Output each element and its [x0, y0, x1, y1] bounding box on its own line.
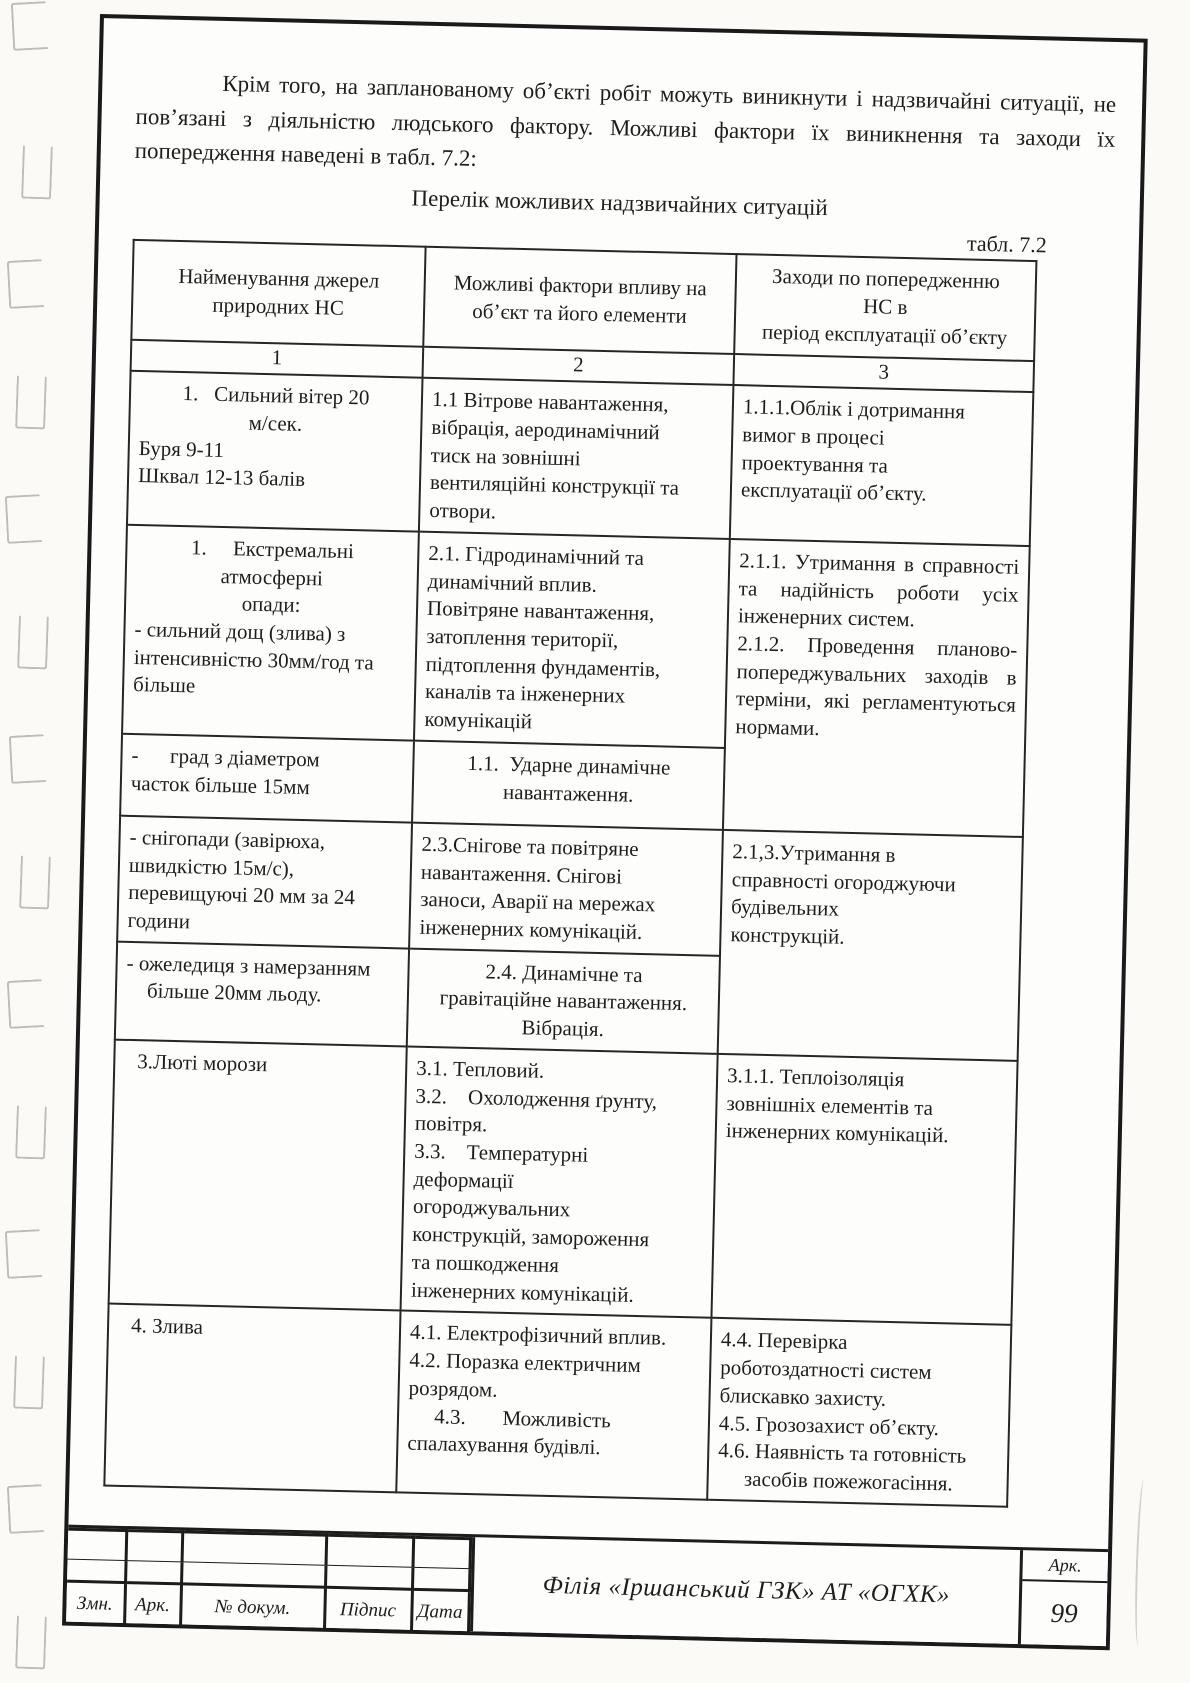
binding-mark: [11, 1, 49, 51]
cell-measure-enclosing: 2.1,3.Утримання в справності огороджуючи будівельних конструкцій.: [718, 830, 1023, 1061]
intro-paragraph: Крім того, на запланованому об’єкті робіт можуть виникнути і надзвичайні ситуації, не пов’язані з діяльністю людського фактору. Можливі фактори їх виникнення та заходи їх попередження наведені в табл. 7.2:: [134, 70, 1117, 171]
binding-mark: [19, 854, 51, 909]
cell-source-snowfall: - снігопади (завірюха, швидкістю 15м/с), перевищуючі 20 мм за 24 години: [117, 816, 412, 949]
cell-factor-thermal: 3.1. Тепловий. 3.2. Охолодження ґрунту, повітря. 3.3. Температурні деформації огороджувальних конструкцій, замороження та пошкодження інженерних комунікацій.: [401, 1046, 718, 1318]
table-row: [117, 816, 1023, 963]
cell-factor-hydrodynamic: 2.1. Гідродинамічний та динамічний вплив. Повітряне навантаження, затоплення території, підтоплення фундаментів, каналів та інженерних комунікацій: [414, 531, 730, 747]
cell-factor-impact: 1.1. Ударне динамічне навантаження.: [412, 740, 725, 829]
table-row: [104, 1304, 1011, 1507]
label-dokum: № докум.: [180, 1584, 325, 1631]
cell-source-hail: - град з діаметром часток більше 15мм: [120, 734, 414, 823]
binding-mark: [15, 1614, 47, 1669]
sheet-label: Арк.: [1022, 1550, 1108, 1583]
sheet-box: [1018, 1550, 1108, 1646]
binding-mark: [7, 1484, 45, 1534]
binding-mark: [17, 614, 49, 669]
cell-factor-wind: 1.1 Вітрове навантаження, вібрація, аеродинамічний тиск на зовнішні вентиляційні конструкції та отвори.: [419, 378, 734, 539]
label-pidpys: Підпис: [324, 1587, 412, 1633]
company-name: Філія «Іршанський ГЗК» АТ «ОГХК»: [470, 1537, 1021, 1644]
binding-mark: [7, 259, 45, 309]
binding-mark: [9, 734, 47, 784]
revision-table: [66, 1528, 472, 1634]
cell-text: 1. Сильний вітер 20 м/сек.: [182, 381, 370, 436]
table-row: [122, 525, 1030, 755]
scan-smudge: [1133, 1480, 1149, 1645]
revision-cell: [326, 1535, 414, 1567]
emergency-situations-table: [103, 238, 1037, 1507]
cell-source-precipitation: [122, 525, 419, 741]
revision-cell: [182, 1532, 327, 1565]
binding-mark: [15, 374, 47, 429]
binding-mark: [21, 144, 53, 199]
table-row: [127, 371, 1033, 546]
cell-factor-electric: 4.1. Електрофізичний вплив. 4.2. Поразка електричним розрядом. 4.3. Можливість спалахування будівлі.: [396, 1311, 711, 1500]
cell-measure-lightning: 4.4. Перевірка роботоздатності систем блискавко захисту. 4.5. Грозозахист об’єкту. 4.6. Наявність та готовність засобів пожежогасіння.: [707, 1318, 1011, 1506]
table-row: [109, 1040, 1018, 1326]
revision-cell: [412, 1567, 470, 1590]
cell-text: Буря 9-11 Шквал 12-13 балів: [137, 435, 306, 492]
cell-measure-wind: 1.1.1.Облік і дотримання вимог в процесі проектування та експлуатації об’єкту.: [730, 385, 1034, 546]
revision-cell: [68, 1529, 127, 1560]
title-block: [66, 1525, 1108, 1646]
label-zmn: Змн.: [66, 1581, 125, 1626]
binding-mark: [13, 1354, 45, 1409]
column-number: 3: [733, 354, 1034, 393]
column-number: 1: [131, 339, 424, 378]
binding-mark: [5, 494, 43, 544]
cell-factor-gravity: 2.4. Динамічне та гравітаційне навантаження. Вібрація.: [407, 948, 720, 1053]
cell-text: - сильний дощ (злива) з інтенсивністю 30мм/год та більше: [132, 616, 374, 698]
binding-mark: [7, 979, 45, 1029]
binding-mark: [15, 1104, 47, 1159]
cell-source-frost: 3.Люті морози: [109, 1040, 407, 1311]
column-number: 2: [423, 346, 735, 385]
revision-cell: [412, 1537, 470, 1568]
cell-text: 1. Екстремальні атмосферні опади:: [190, 535, 355, 618]
table-number-label: табл. 7.2: [966, 229, 1048, 257]
revision-cell: [325, 1565, 412, 1589]
label-data: Дата: [411, 1589, 469, 1634]
cell-measure-maintenance: 2.1.1. Утримання в справності та надійність роботи усіх інженерних систем. 2.1.2. Проведення планово-попереджувальних заходів в терміни, які регламентуються нормами.: [723, 539, 1030, 837]
cell-measure-insulation: 3.1.1. Теплоізоляція зовнішніх елементів та інженерних комунікацій.: [711, 1054, 1017, 1325]
header-cell-measures: Заходи по попередженню НС в період експлуатації об’єкту: [734, 254, 1036, 361]
table-caption: Перелік можливих надзвичайних ситуацій: [411, 184, 829, 220]
sheet-number: 99: [1050, 1597, 1078, 1629]
label-ark: Арк.: [124, 1583, 181, 1628]
header-cell-sources: Найменування джерел природних НС: [131, 239, 425, 346]
document-frame: [62, 14, 1148, 1650]
cell-factor-snow-load: 2.3.Снігове та повітряне навантаження. Снігові заноси, Аварії на мережах інженерних комунікацій.: [409, 822, 723, 955]
cell-source-ice: - ожеледиця з намерзанням більше 20мм льоду.: [115, 941, 409, 1046]
revision-cell: [125, 1561, 182, 1584]
cell-source-storm: 4. Злива: [104, 1304, 400, 1492]
binding-mark: [5, 1229, 43, 1279]
cell-source-wind: [127, 371, 423, 531]
revision-cell: [126, 1531, 183, 1562]
header-cell-factors: Можливі фактори впливу на об’єкт та його елементи: [423, 246, 736, 353]
revision-cell: [67, 1559, 126, 1582]
revision-labels-row: [66, 1581, 469, 1634]
